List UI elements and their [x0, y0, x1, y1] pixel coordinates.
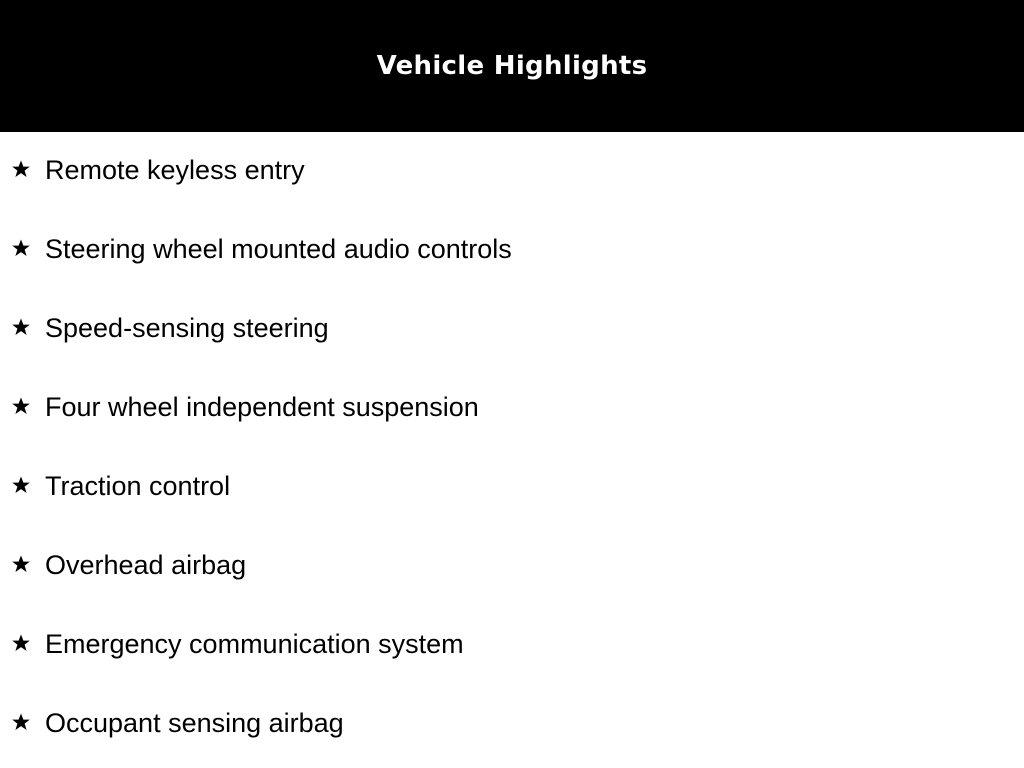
- feature-item: [0, 448, 1024, 527]
- feature-item: [0, 211, 1024, 290]
- star-icon: [11, 554, 31, 574]
- feature-label: Overhead airbag: [45, 550, 247, 580]
- feature-item: [0, 290, 1024, 369]
- star-icon: [11, 475, 31, 495]
- feature-list: [0, 132, 1024, 764]
- star-icon: [11, 317, 31, 337]
- star-icon: [11, 159, 31, 179]
- feature-item: [0, 685, 1024, 764]
- star-icon: [11, 633, 31, 653]
- feature-item: [0, 132, 1024, 211]
- header-bar: [0, 0, 1024, 132]
- feature-item: [0, 606, 1024, 685]
- star-icon: [11, 712, 31, 732]
- feature-label: Speed-sensing steering: [45, 313, 329, 343]
- star-icon: [11, 396, 31, 416]
- star-icon: [11, 238, 31, 258]
- feature-item: [0, 527, 1024, 606]
- feature-label: Remote keyless entry: [45, 155, 305, 185]
- feature-item: [0, 369, 1024, 448]
- feature-label: Steering wheel mounted audio controls: [45, 234, 512, 264]
- feature-label: Occupant sensing airbag: [45, 708, 344, 738]
- page-title: Vehicle Highlights: [376, 50, 648, 81]
- feature-label: Traction control: [45, 471, 231, 501]
- feature-label: Four wheel independent suspension: [45, 392, 479, 422]
- feature-label: Emergency communication system: [45, 629, 464, 659]
